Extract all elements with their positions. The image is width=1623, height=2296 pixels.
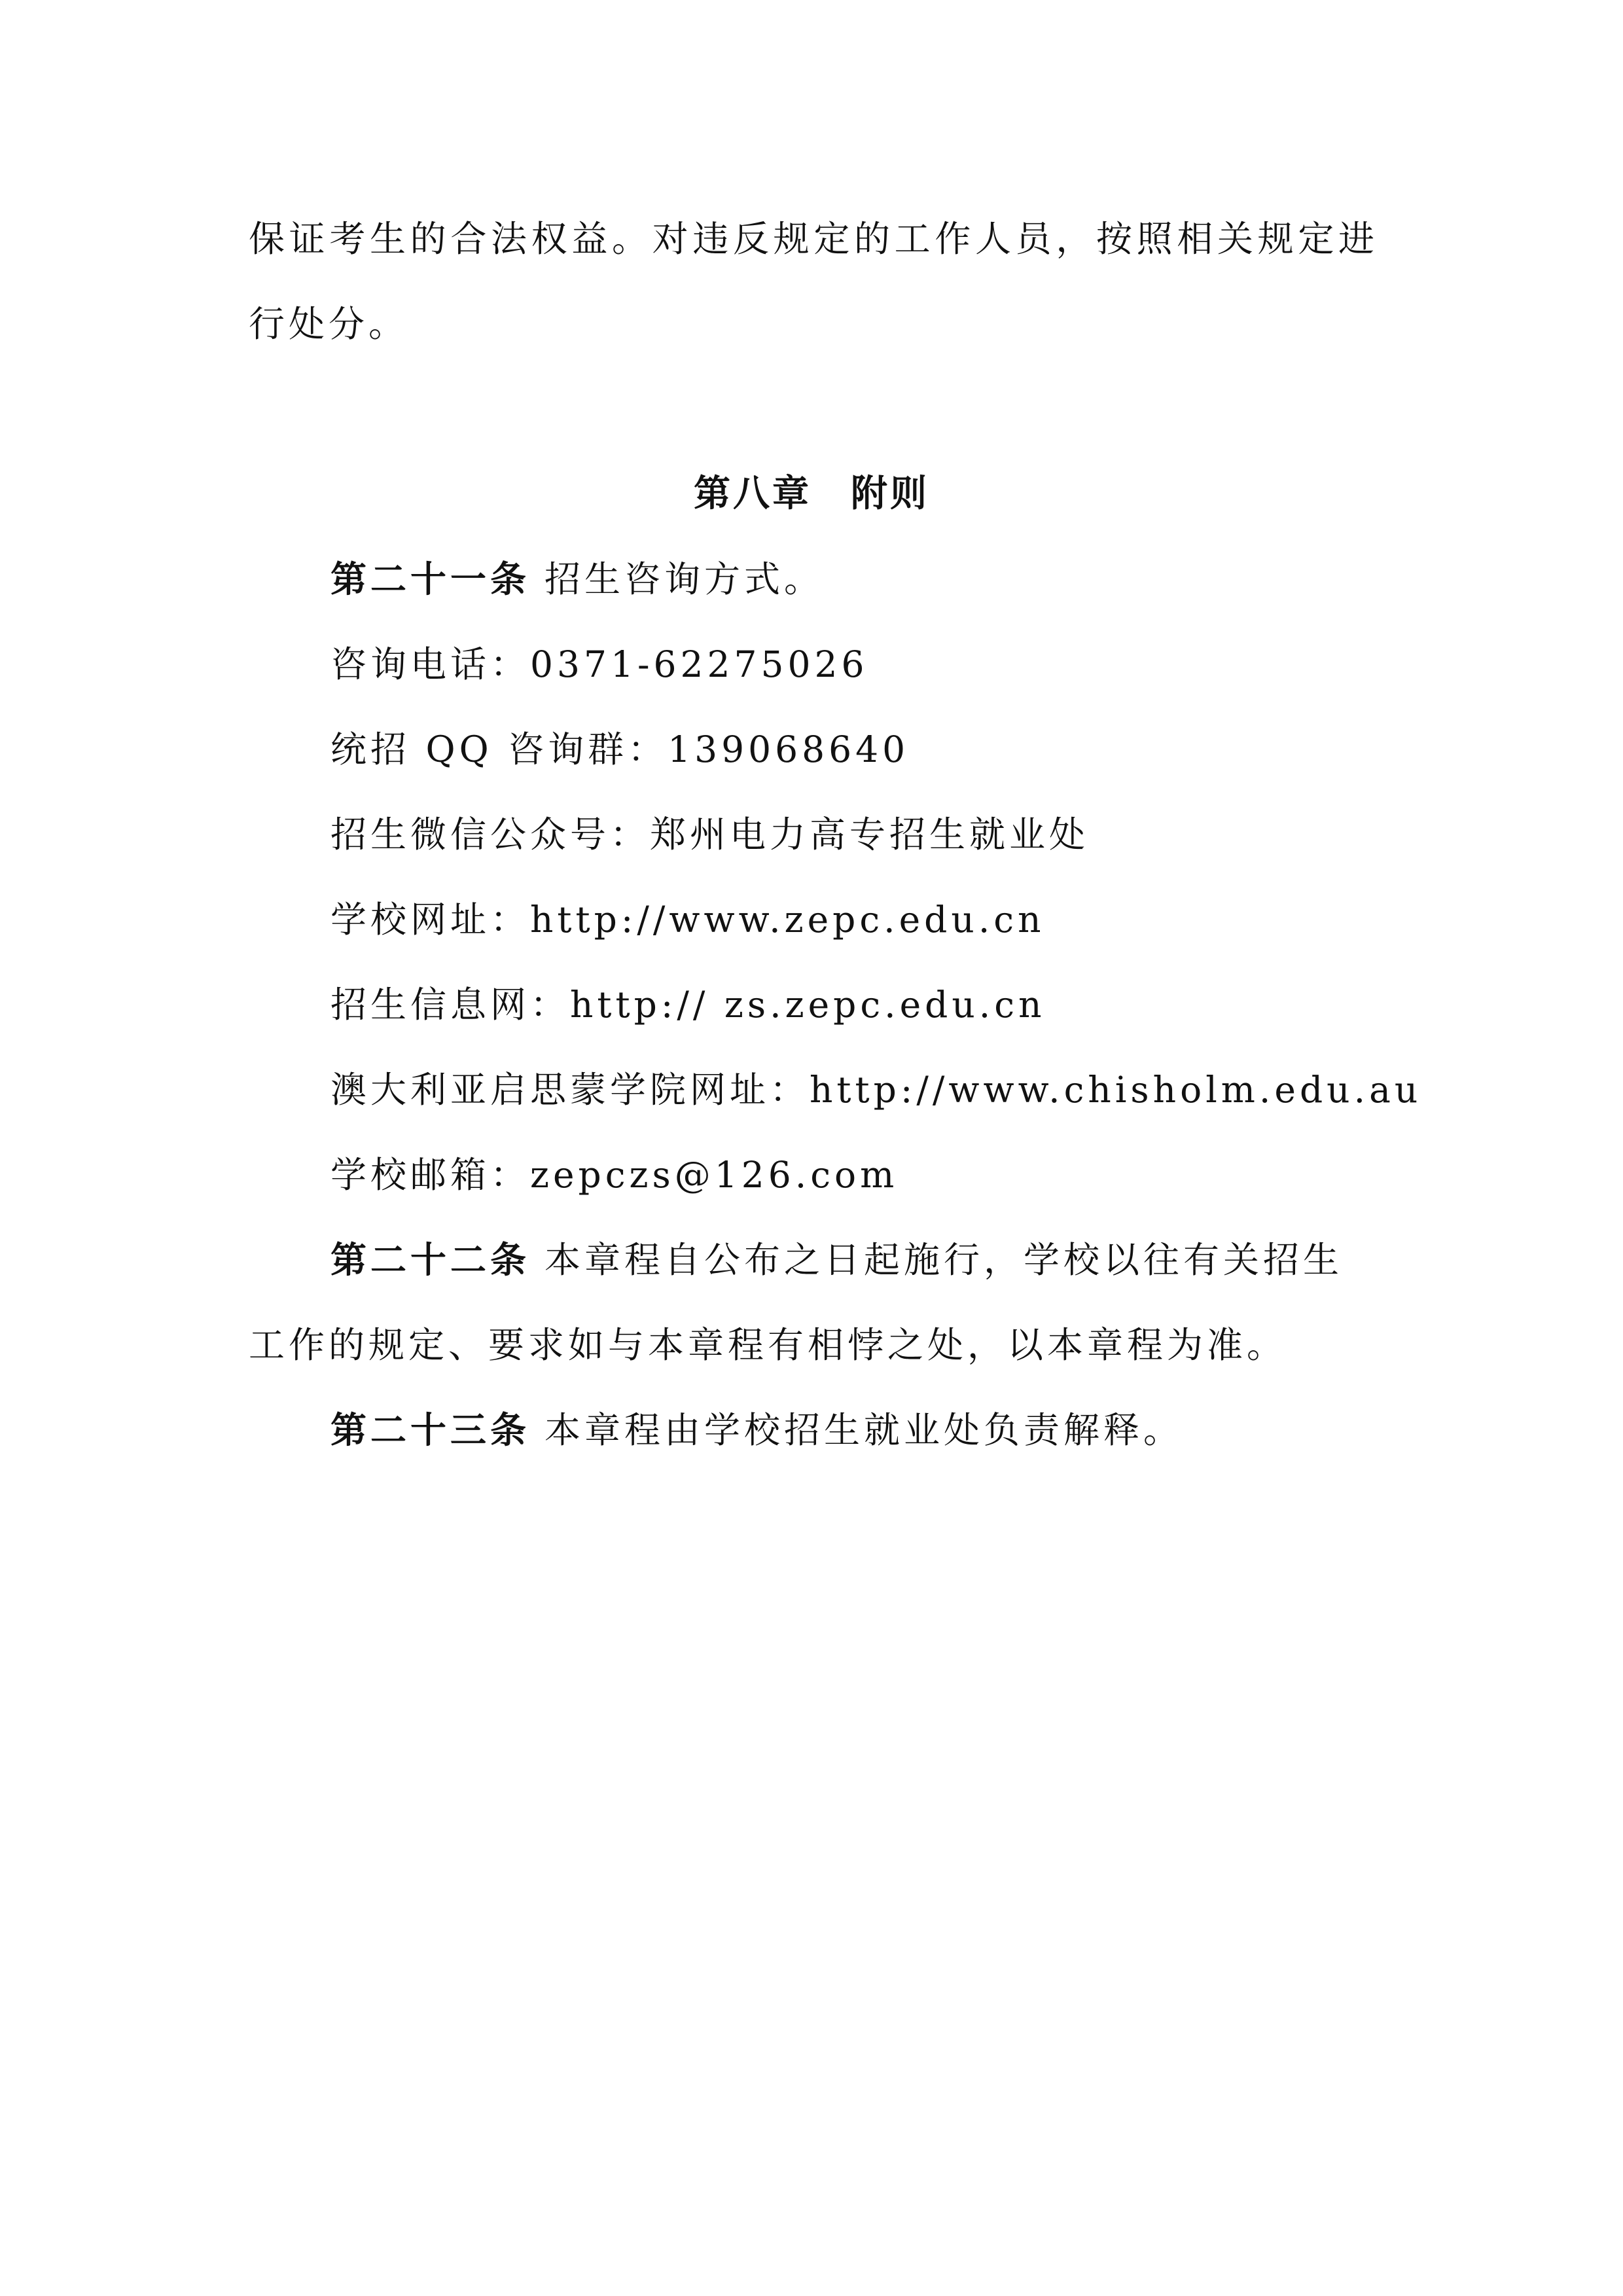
article-22-line-2: 工作的规定、要求如与本章程有相悖之处，以本章程为准。: [249, 1324, 1287, 1366]
chapter-heading: 第八章 附则: [694, 473, 929, 515]
article-21: [330, 556, 824, 602]
article-21-title: 第二十一条: [330, 558, 531, 600]
article-23-title: 第二十三条: [330, 1409, 531, 1451]
article-22: [330, 1237, 1343, 1283]
article-23-text: 本章程由学校招生就业处负责解释。: [544, 1409, 1184, 1451]
article-22-text: 本章程自公布之日起施行，学校以往有关招生: [544, 1239, 1344, 1281]
article-21-text: 招生咨询方式。: [544, 558, 825, 600]
article-23: [330, 1407, 1183, 1453]
contact-chisholm-website: 澳大利亚启思蒙学院网址：http://www.chisholm.edu.au: [330, 1069, 1422, 1111]
contact-school-website: 学校网址：http://www.zepc.edu.cn: [330, 899, 1045, 941]
contact-admission-website: 招生信息网：http:// zs.zepc.edu.cn: [330, 984, 1046, 1026]
article-22-title: 第二十二条: [330, 1239, 531, 1281]
contact-email: 学校邮箱：zepczs@126.com: [330, 1154, 899, 1196]
continuation-line-1: 保证考生的合法权益。对违反规定的工作人员，按照相关规定进: [249, 218, 1374, 260]
contact-qq-group: 统招 QQ 咨询群：139068640: [330, 728, 910, 770]
contact-phone: 咨询电话：0371-62275026: [330, 643, 868, 685]
continuation-line-2: 行处分。: [249, 303, 409, 345]
contact-wechat: 招生微信公众号：郑州电力高专招生就业处: [330, 814, 1090, 855]
